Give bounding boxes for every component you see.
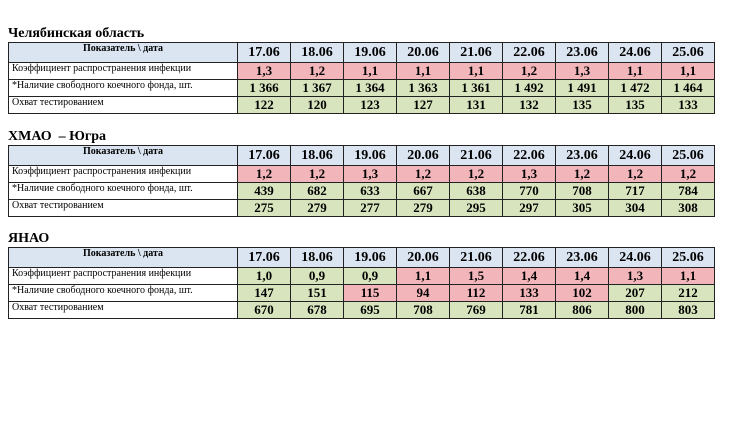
value-cell: 1,2: [609, 166, 662, 183]
value-cell: 1,0: [238, 268, 291, 285]
value-cell: 131: [450, 97, 503, 114]
date-header-cell: 24.06: [609, 248, 662, 268]
value-cell: 695: [344, 302, 397, 319]
value-cell: 1,1: [397, 63, 450, 80]
region-title: ХМАО – Югра: [8, 129, 107, 144]
value-cell: 1 492: [503, 80, 556, 97]
date-header-cell: 21.06: [450, 43, 503, 63]
date-header-cell: 18.06: [291, 248, 344, 268]
date-header-cell: 18.06: [291, 43, 344, 63]
header-label-cell: Показатель \ дата: [9, 43, 238, 63]
date-header-cell: 21.06: [450, 248, 503, 268]
value-cell: 304: [609, 200, 662, 217]
value-cell: 0,9: [291, 268, 344, 285]
date-header-cell: 22.06: [503, 248, 556, 268]
value-cell: 770: [503, 183, 556, 200]
date-header-cell: 17.06: [238, 146, 291, 166]
value-cell: 1 464: [662, 80, 715, 97]
table-row-testing-coverage: [9, 97, 715, 114]
row-label: *Наличие свободного коечного фонда, шт.: [9, 80, 238, 97]
value-cell: 1,4: [556, 268, 609, 285]
date-header-cell: 25.06: [662, 43, 715, 63]
value-cell: 781: [503, 302, 556, 319]
value-cell: 122: [238, 97, 291, 114]
value-cell: 305: [556, 200, 609, 217]
date-header-cell: 21.06: [450, 146, 503, 166]
value-cell: 1,2: [397, 166, 450, 183]
value-cell: 1 366: [238, 80, 291, 97]
value-cell: 1 364: [344, 80, 397, 97]
value-cell: 638: [450, 183, 503, 200]
table-row-testing-coverage: [9, 200, 715, 217]
value-cell: 1,3: [503, 166, 556, 183]
date-header-cell: 25.06: [662, 146, 715, 166]
value-cell: 135: [556, 97, 609, 114]
date-header-cell: 22.06: [503, 43, 556, 63]
row-label: Коэффициент распространения инфекции: [9, 268, 238, 285]
header-label-cell: Показатель \ дата: [9, 146, 238, 166]
region-title: ЯНАО: [8, 231, 50, 246]
value-cell: 1 367: [291, 80, 344, 97]
value-cell: 1,1: [662, 63, 715, 80]
header-label-cell: Показатель \ дата: [9, 248, 238, 268]
date-header-cell: 24.06: [609, 43, 662, 63]
value-cell: 279: [397, 200, 450, 217]
value-cell: 800: [609, 302, 662, 319]
value-cell: 0,9: [344, 268, 397, 285]
value-cell: 670: [238, 302, 291, 319]
value-cell: 1 472: [609, 80, 662, 97]
value-cell: 682: [291, 183, 344, 200]
region-chelyabinsk: [8, 26, 714, 114]
row-label: Коэффициент распространения инфекции: [9, 166, 238, 183]
stats-table: [8, 145, 715, 217]
date-header-cell: 18.06: [291, 146, 344, 166]
value-cell: 1,2: [238, 166, 291, 183]
value-cell: 102: [556, 285, 609, 302]
value-cell: 1,3: [609, 268, 662, 285]
value-cell: 212: [662, 285, 715, 302]
value-cell: 135: [609, 97, 662, 114]
date-header-cell: 20.06: [397, 146, 450, 166]
value-cell: 806: [556, 302, 609, 319]
value-cell: 94: [397, 285, 450, 302]
value-cell: 439: [238, 183, 291, 200]
date-header-cell: 19.06: [344, 43, 397, 63]
stats-table: [8, 247, 715, 319]
row-label: Коэффициент распространения инфекции: [9, 63, 238, 80]
value-cell: 207: [609, 285, 662, 302]
value-cell: 667: [397, 183, 450, 200]
value-cell: 1,3: [238, 63, 291, 80]
row-label: *Наличие свободного коечного фонда, шт.: [9, 183, 238, 200]
table-row-infection-rate: [9, 63, 715, 80]
value-cell: 133: [503, 285, 556, 302]
date-header-cell: 19.06: [344, 146, 397, 166]
date-header-cell: 17.06: [238, 43, 291, 63]
table-row-free-beds: [9, 183, 715, 200]
value-cell: 115: [344, 285, 397, 302]
date-header-cell: 20.06: [397, 43, 450, 63]
row-label: *Наличие свободного коечного фонда, шт.: [9, 285, 238, 302]
table-header-row: [9, 146, 715, 166]
value-cell: 1,5: [450, 268, 503, 285]
value-cell: 717: [609, 183, 662, 200]
value-cell: 1,2: [450, 166, 503, 183]
date-header-cell: 19.06: [344, 248, 397, 268]
value-cell: 308: [662, 200, 715, 217]
value-cell: 784: [662, 183, 715, 200]
date-header-cell: 17.06: [238, 248, 291, 268]
value-cell: 1,1: [397, 268, 450, 285]
date-header-cell: 23.06: [556, 248, 609, 268]
row-label: Охват тестированием: [9, 97, 238, 114]
value-cell: 1,3: [344, 166, 397, 183]
value-cell: 1,1: [662, 268, 715, 285]
region-yanao: [8, 231, 714, 319]
date-header-cell: 24.06: [609, 146, 662, 166]
stats-table: [8, 42, 715, 114]
value-cell: 277: [344, 200, 397, 217]
value-cell: 1,1: [450, 63, 503, 80]
value-cell: 112: [450, 285, 503, 302]
value-cell: 678: [291, 302, 344, 319]
table-header-row: [9, 248, 715, 268]
date-header-cell: 23.06: [556, 43, 609, 63]
value-cell: 803: [662, 302, 715, 319]
date-header-cell: 25.06: [662, 248, 715, 268]
date-header-cell: 22.06: [503, 146, 556, 166]
table-row-infection-rate: [9, 166, 715, 183]
table-row-free-beds: [9, 285, 715, 302]
table-row-testing-coverage: [9, 302, 715, 319]
value-cell: 1,3: [556, 63, 609, 80]
value-cell: 633: [344, 183, 397, 200]
value-cell: 123: [344, 97, 397, 114]
value-cell: 708: [397, 302, 450, 319]
date-header-cell: 20.06: [397, 248, 450, 268]
value-cell: 297: [503, 200, 556, 217]
value-cell: 1,1: [609, 63, 662, 80]
value-cell: 127: [397, 97, 450, 114]
value-cell: 1,2: [556, 166, 609, 183]
value-cell: 1 491: [556, 80, 609, 97]
region-khmao-yugra: [8, 129, 714, 217]
value-cell: 1,2: [662, 166, 715, 183]
value-cell: 120: [291, 97, 344, 114]
value-cell: 1,2: [291, 166, 344, 183]
value-cell: 769: [450, 302, 503, 319]
value-cell: 1,2: [503, 63, 556, 80]
value-cell: 133: [662, 97, 715, 114]
value-cell: 1,2: [291, 63, 344, 80]
value-cell: 132: [503, 97, 556, 114]
value-cell: 708: [556, 183, 609, 200]
value-cell: 1,4: [503, 268, 556, 285]
value-cell: 1 363: [397, 80, 450, 97]
value-cell: 147: [238, 285, 291, 302]
table-row-free-beds: [9, 80, 715, 97]
row-label: Охват тестированием: [9, 200, 238, 217]
value-cell: 279: [291, 200, 344, 217]
table-row-infection-rate: [9, 268, 715, 285]
value-cell: 1,1: [344, 63, 397, 80]
value-cell: 275: [238, 200, 291, 217]
value-cell: 295: [450, 200, 503, 217]
region-title: Челябинская область: [8, 26, 145, 41]
row-label: Охват тестированием: [9, 302, 238, 319]
date-header-cell: 23.06: [556, 146, 609, 166]
table-header-row: [9, 43, 715, 63]
value-cell: 1 361: [450, 80, 503, 97]
value-cell: 151: [291, 285, 344, 302]
